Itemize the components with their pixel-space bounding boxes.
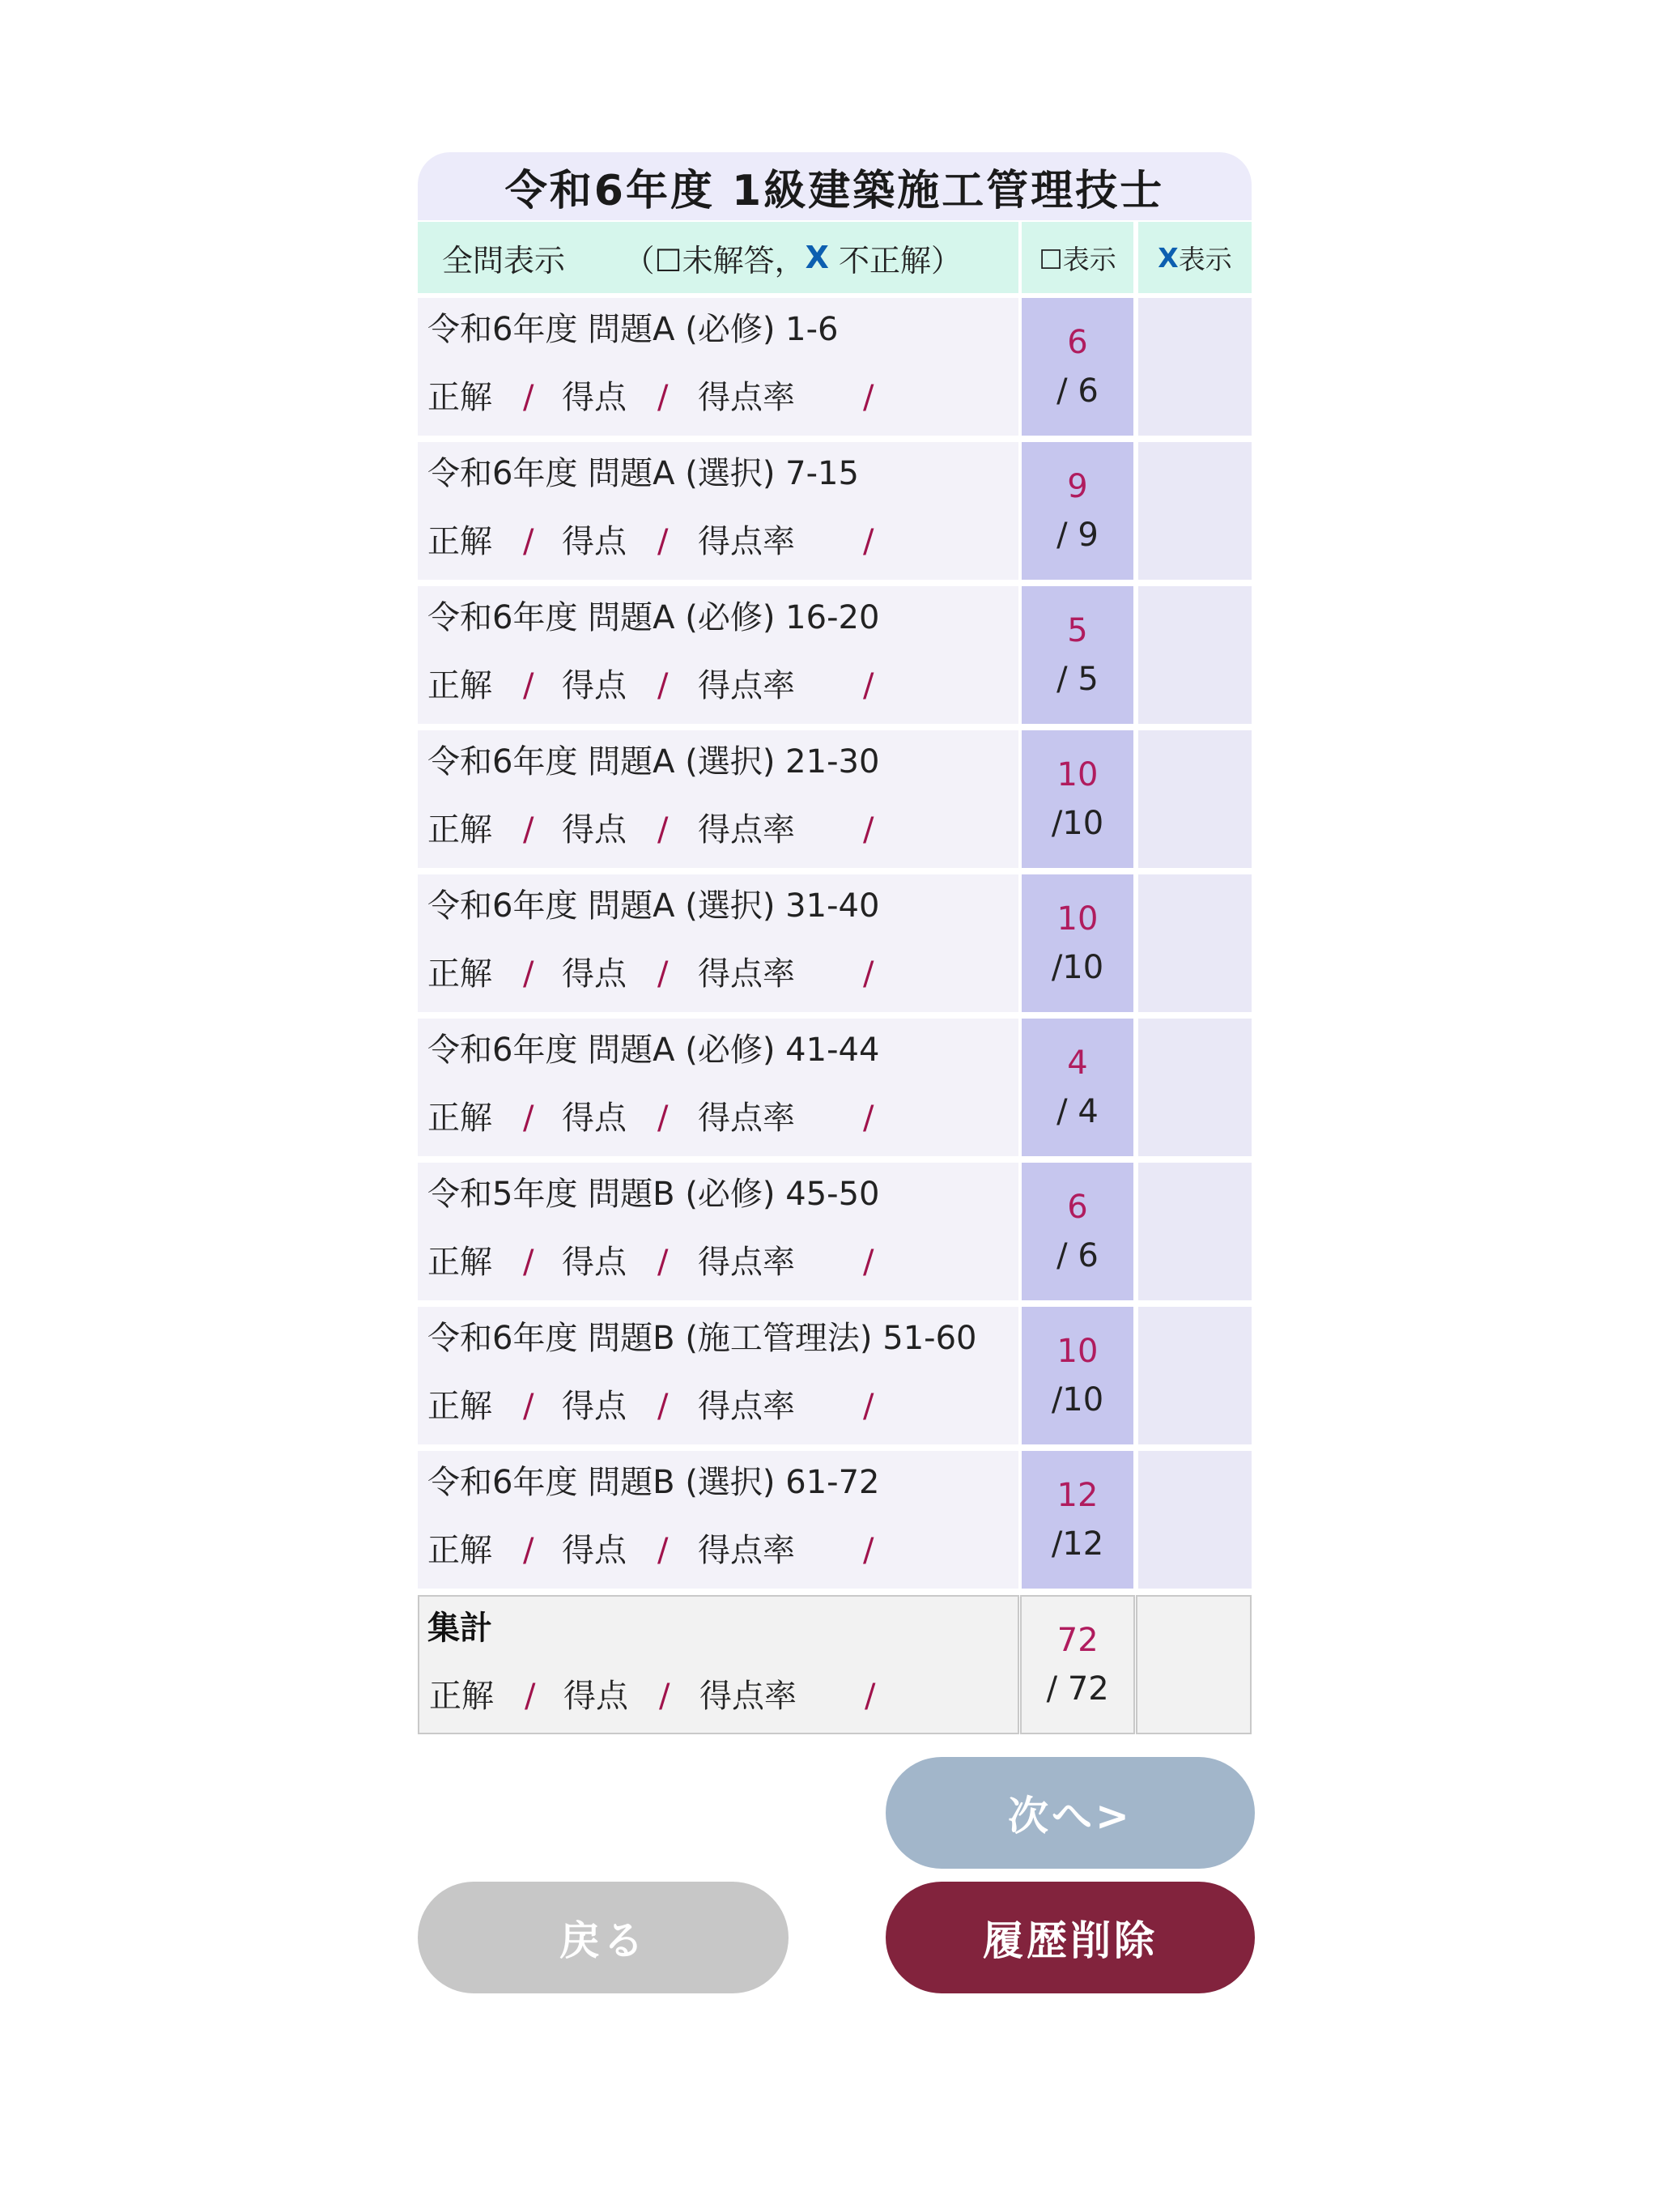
slash: / [525,1678,536,1715]
slash: / [863,667,874,704]
section-title: 令和6年度 問題A (選択) 7-15 [427,455,859,492]
slash: / [657,811,669,849]
score-panel [418,152,1252,1734]
slash: / [523,667,534,704]
slash: / [657,379,669,416]
section-cell[interactable] [418,1163,1018,1300]
correct-label: 正解 [427,1100,492,1137]
legend-open: （ [623,242,655,279]
show-wrong-label: 表示 [1178,243,1232,275]
points-label: 得点 [563,1678,628,1715]
points-label: 得点 [562,1532,627,1569]
slash: / [657,1100,669,1137]
unanswered-count: 5 [1067,612,1088,649]
unanswered-count-cell[interactable] [1022,1163,1133,1300]
wrong-count-cell[interactable] [1138,1019,1252,1156]
section-row[interactable] [418,874,1252,1012]
question-total: / 6 [1056,1237,1099,1274]
unanswered-count: 6 [1067,324,1088,361]
slash: / [863,1244,874,1281]
correct-label: 正解 [427,811,492,849]
section-title: 令和6年度 問題A (必修) 1-6 [427,311,839,348]
summary-wrong-cell [1136,1595,1252,1734]
rate-label: 得点率 [698,955,795,993]
rate-label: 得点率 [698,667,795,704]
wrong-count-cell[interactable] [1138,1163,1252,1300]
correct-label: 正解 [427,379,492,416]
section-cell[interactable] [418,874,1018,1012]
show-unanswered-button[interactable]: ☐表示 [1022,222,1133,293]
back-button[interactable]: 戻る [418,1882,789,1993]
slash: / [659,1678,670,1715]
points-label: 得点 [562,667,627,704]
section-row[interactable] [418,1451,1252,1589]
unanswered-count-cell[interactable] [1022,1451,1133,1589]
section-cell[interactable] [418,586,1018,724]
unanswered-count-cell[interactable] [1022,730,1133,868]
section-row[interactable] [418,1307,1252,1444]
slash: / [863,955,874,993]
unanswered-count-cell[interactable] [1022,442,1133,580]
wrong-count-cell[interactable] [1138,586,1252,724]
unanswered-count-cell[interactable] [1022,1019,1133,1156]
section-cell[interactable] [418,298,1018,436]
slash: / [657,667,669,704]
unanswered-count: 6 [1067,1189,1088,1226]
slash: / [657,1244,669,1281]
summary-score: 72 [1056,1622,1099,1659]
unanswered-count-cell[interactable] [1022,298,1133,436]
section-title: 令和6年度 問題A (必修) 41-44 [427,1032,880,1069]
x-icon: X [805,240,829,275]
question-total: / 6 [1056,372,1099,410]
question-total: /10 [1051,949,1104,986]
unanswered-count: 12 [1056,1477,1099,1514]
slash: / [863,379,874,416]
section-cell[interactable] [418,730,1018,868]
points-label: 得点 [562,379,627,416]
section-title: 令和6年度 問題B (施工管理法) 51-60 [427,1320,977,1357]
section-cell[interactable] [418,1451,1018,1589]
question-total: / 9 [1056,517,1099,554]
section-row[interactable] [418,1019,1252,1156]
section-cell[interactable] [418,442,1018,580]
slash: / [523,1100,534,1137]
correct-label: 正解 [427,955,492,993]
slash: / [863,1100,874,1137]
section-title: 令和5年度 問題B (必修) 45-50 [427,1176,880,1213]
summary-row [418,1595,1252,1734]
slash: / [523,379,534,416]
summary-score-cell [1020,1595,1135,1734]
header-row [418,222,1252,293]
section-row[interactable] [418,730,1252,868]
slash: / [863,1532,874,1569]
slash: / [657,1388,669,1425]
section-title: 令和6年度 問題A (選択) 21-30 [427,743,880,781]
clear-history-button[interactable]: 履歴削除 [886,1882,1255,1993]
slash: / [865,1678,876,1715]
legend-close: ） [931,242,963,279]
rate-label: 得点率 [698,1532,795,1569]
wrong-count-cell[interactable] [1138,730,1252,868]
section-row[interactable] [418,298,1252,436]
rate-label: 得点率 [699,1678,797,1715]
section-row[interactable] [418,1163,1252,1300]
rate-label: 得点率 [698,379,795,416]
points-label: 得点 [562,811,627,849]
question-total: /10 [1051,1381,1104,1419]
x-icon: X [1158,241,1179,274]
slash: / [523,1244,534,1281]
unanswered-count: 10 [1056,756,1099,793]
correct-label: 正解 [427,1532,492,1569]
page-title: 令和6年度 1級建築施工管理技士 [418,152,1252,220]
section-row[interactable] [418,442,1252,580]
correct-label: 正解 [427,667,492,704]
slash: / [523,1532,534,1569]
rate-label: 得点率 [698,1388,795,1425]
show-wrong-button[interactable] [1138,222,1252,293]
section-title: 令和6年度 問題A (必修) 16-20 [427,599,880,636]
rate-label: 得点率 [698,1244,795,1281]
question-total: / 4 [1056,1093,1099,1130]
unanswered-count: 10 [1056,1333,1099,1370]
slash: / [863,1388,874,1425]
section-title: 令和6年度 問題A (選択) 31-40 [427,887,880,925]
slash: / [657,523,669,560]
question-total: / 5 [1056,661,1099,698]
summary-cell [418,1595,1019,1734]
slash: / [863,523,874,560]
unanswered-count-cell[interactable] [1022,586,1133,724]
section-row[interactable] [418,586,1252,724]
slash: / [657,955,669,993]
rate-label: 得点率 [698,811,795,849]
unanswered-count: 9 [1067,468,1088,505]
slash: / [657,1532,669,1569]
correct-label: 正解 [427,523,492,560]
slash: / [863,811,874,849]
show-all-label: 全問表示 [442,242,566,279]
rate-label: 得点率 [698,523,795,560]
next-button[interactable]: 次へ> [886,1757,1255,1869]
section-list [418,298,1252,1589]
slash: / [523,955,534,993]
correct-label: 正解 [429,1678,494,1715]
points-label: 得点 [562,1388,627,1425]
points-label: 得点 [562,523,627,560]
show-all-toggle[interactable] [418,222,1018,293]
slash: / [523,811,534,849]
wrong-count-cell[interactable] [1138,1307,1252,1444]
section-title: 令和6年度 問題B (選択) 61-72 [427,1464,880,1501]
points-label: 得点 [562,1100,627,1137]
correct-label: 正解 [427,1244,492,1281]
slash: / [523,1388,534,1425]
wrong-count-cell[interactable] [1138,1451,1252,1589]
summary-title: 集計 [427,1610,492,1647]
section-cell[interactable] [418,1307,1018,1444]
legend-unanswered: ☐未解答， [654,242,806,279]
unanswered-count: 10 [1056,900,1099,938]
points-label: 得点 [562,1244,627,1281]
wrong-count-cell[interactable] [1138,442,1252,580]
section-cell[interactable] [418,1019,1018,1156]
slash: / [523,523,534,560]
wrong-count-cell[interactable] [1138,874,1252,1012]
points-label: 得点 [562,955,627,993]
unanswered-count: 4 [1067,1044,1088,1082]
question-total: /12 [1051,1525,1104,1563]
wrong-count-cell[interactable] [1138,298,1252,436]
question-total: /10 [1051,805,1104,842]
rate-label: 得点率 [698,1100,795,1137]
legend-wrong: 不正解 [828,242,931,279]
summary-total: / 72 [1046,1670,1109,1708]
correct-label: 正解 [427,1388,492,1425]
unanswered-count-cell[interactable] [1022,874,1133,1012]
unanswered-count-cell[interactable] [1022,1307,1133,1444]
